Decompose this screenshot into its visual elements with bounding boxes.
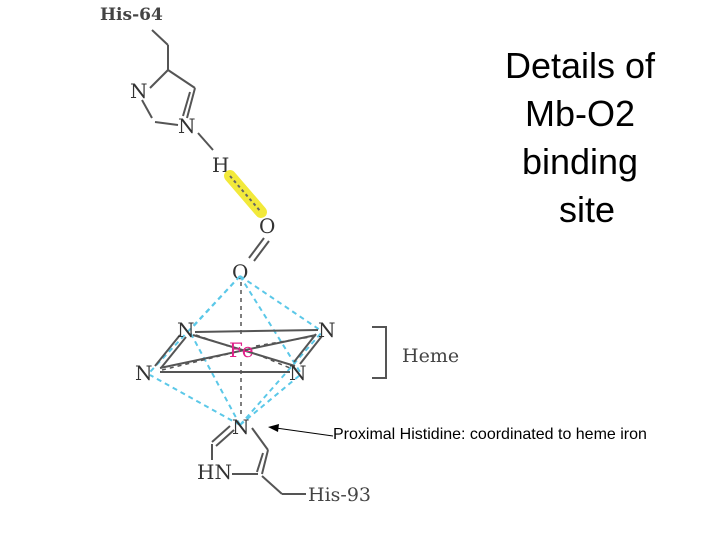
- o2-double-bond-a: [249, 238, 264, 258]
- annotation-arrowhead: [268, 424, 279, 432]
- o2-double-bond-b: [254, 241, 269, 261]
- title-line-2: Mb-O2: [524, 93, 636, 134]
- title-line-1: Details of: [504, 45, 656, 86]
- his64-linker-1: [152, 30, 168, 45]
- his64-n2: N: [178, 114, 196, 138]
- title-line-3: binding: [521, 141, 639, 182]
- oxygen-bottom: O: [232, 260, 249, 284]
- his93-hn-label: HN: [197, 460, 232, 484]
- nh-bond: [198, 133, 213, 150]
- his64-label: His-64: [100, 5, 163, 25]
- proximal-histidine-annotation: Proximal Histidine: coordinated to heme iron: [333, 426, 647, 443]
- his93-label: His-93: [308, 484, 371, 506]
- hydrogen-label: H: [212, 153, 230, 177]
- heme-label: Heme: [402, 345, 460, 367]
- his93-n-coordinating: N: [232, 415, 250, 439]
- iron-label: Fe: [229, 338, 254, 362]
- heme-n-lower-left: N: [135, 361, 153, 385]
- title-line-4: site: [558, 189, 616, 230]
- oxygen-top: O: [259, 214, 276, 238]
- heme-n-upper-right: N: [318, 318, 336, 342]
- slide-title: [470, 42, 690, 234]
- annotation-arrow-line: [276, 428, 333, 436]
- heme-bracket: [372, 327, 386, 378]
- his93-linker-1: [262, 476, 282, 494]
- heme-n-upper-left: N: [177, 318, 195, 342]
- heme-n-lower-right: N: [289, 361, 307, 385]
- his64-n1: N: [130, 79, 148, 103]
